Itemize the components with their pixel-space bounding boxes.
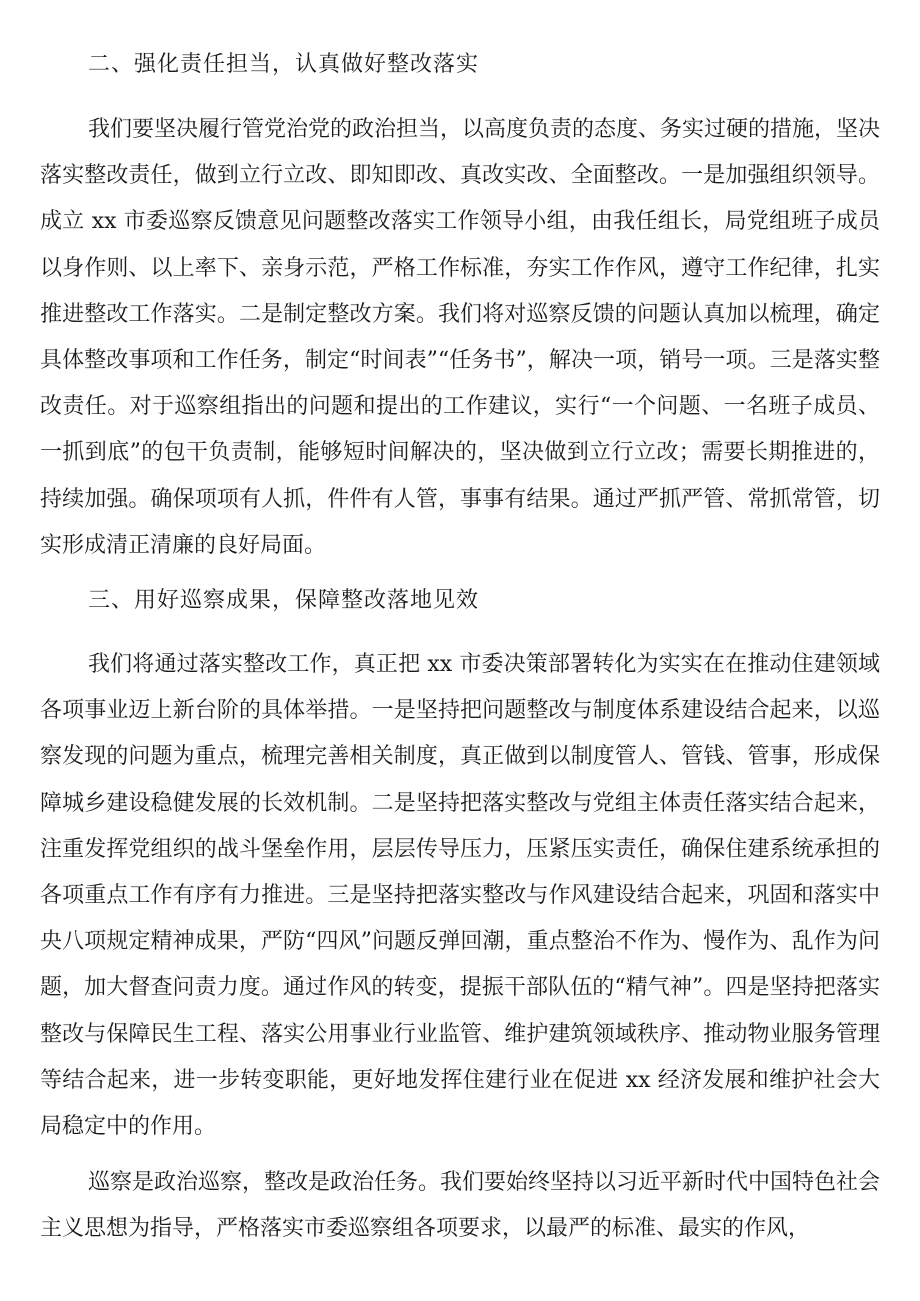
section-three-paragraph: 我们将通过落实整改工作，真正把 xx 市委决策部署转化为实实在在推动住建领域各项事业迈上新台阶的具体举措。一是坚持把问题整改与制度体系建设结合起来，以巡察发现的问题为重点，梳理完善相关制度，真正做到以制度管人、管钱、管事，形成保障城乡建设稳健发展的长效机制。二是坚持把落实整改与党组主体责任落实结合起来，注重发挥党组织的战斗堡垒作用，层层传导压力，压紧压实责任，确保住建系统承担的各项重点工作有序有力推进。三是坚持把落实整改与作风建设结合起来，巩固和落实中央八项规定精神成果，严防“四风”问题反弹回潮，重点整治不作为、慢作为、乱作为问题，加大督查问责力度。通过作风的转变，提振干部队伍的“精气神”。四是坚持把落实整改与保障民生工程、落实公用事业行业监管、维护建筑领域秩序、推动物业服务管理等结合起来，进一步转变职能，更好地发挥住建行业在促进 xx 经济发展和维护社会大局稳定中的作用。 xyxy=(40,652,880,1140)
section-two-heading: 二、强化责任担当，认真做好整改落实 xyxy=(88,52,480,77)
closing-paragraph: 巡察是政治巡察，整改是政治任务。我们要始终坚持以习近平新时代中国特色社会主义思想为指导，严格落实市委巡察组各项要求，以最严的标准、最实的作风， xyxy=(40,1170,881,1242)
section-three-heading: 三、用好巡察成果，保障整改落地见效 xyxy=(88,588,480,613)
section-two-paragraph: 我们要坚决履行管党治党的政治担当，以高度负责的态度、务实过硬的措施，坚决落实整改责任，做到立行立改、即知即改、真改实改、全面整改。一是加强组织领导。成立 xx 市委巡察反馈意见问题整改落实工作领导小组，由我任组长，局党组班子成员以身作则、以上率下、亲身示范，严格工作标准，夯实工作作风，遵守工作纪律，扎实推进整改工作落实。二是制定整改方案。我们将对巡察反馈的问题认真加以梳理，确定具体整改事项和工作任务，制定“时间表”“任务书”，解决一项，销号一项。三是落实整改责任。对于巡察组指出的问题和提出的工作建议，实行“一个问题、一名班子成员、一抓到底”的包干负责制，能够短时间解决的，坚决做到立行立改；需要长期推进的，持续加强。确保项项有人抓，件件有人管，事事有结果。通过严抓严管、常抓常管，切实形成清正清廉的良好局面。 xyxy=(40,117,881,558)
